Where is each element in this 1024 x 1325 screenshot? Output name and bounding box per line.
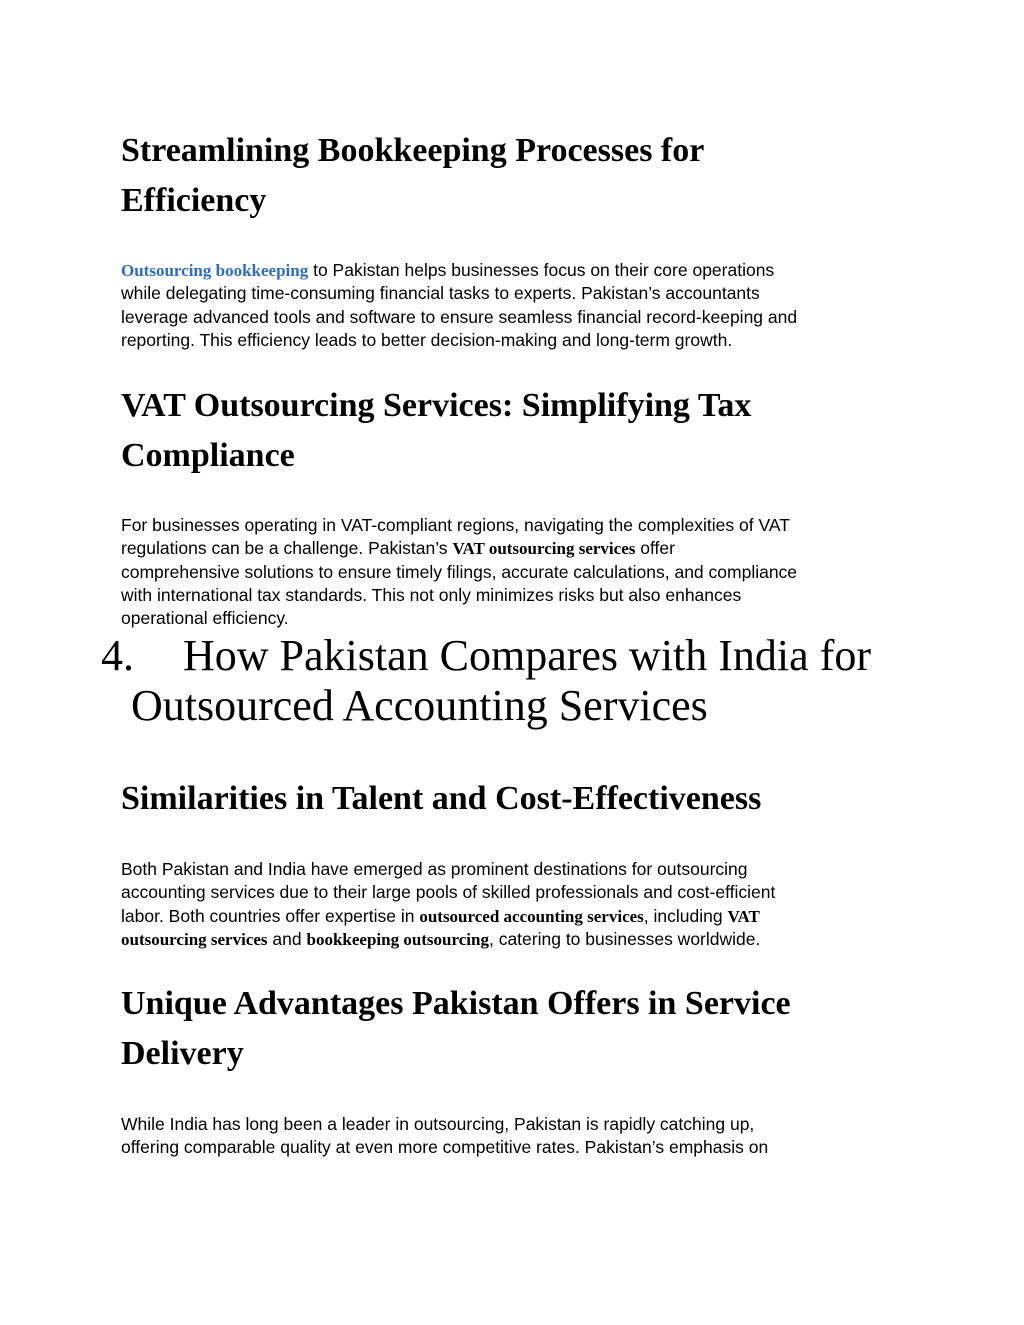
paragraph-line: leverage advanced tools and software to ensure seamless financial record-keeping and xyxy=(121,306,798,327)
paragraph-line: For businesses operating in VAT-compliant regions, navigating the complexities of VAT xyxy=(121,515,790,535)
bold-term: VAT xyxy=(727,906,760,926)
paragraph-line xyxy=(121,537,797,560)
heading-line: Delivery xyxy=(121,1035,244,1072)
paragraph-line xyxy=(121,905,775,928)
outsourcing-bookkeeping-link[interactable]: Outsourcing bookkeeping xyxy=(121,261,309,280)
bold-term: VAT outsourcing services xyxy=(452,539,636,559)
paragraph-line: with international tax standards. This not only minimizes risks but also enhances xyxy=(121,584,742,605)
heading-line: Efficiency xyxy=(121,182,267,219)
paragraph-text: offer xyxy=(635,538,675,559)
paragraph-text: to Pakistan helps businesses focus on their core operations xyxy=(308,260,775,280)
bold-term: outsourcing services xyxy=(121,929,268,949)
paragraph-text: , including xyxy=(643,905,728,926)
bold-term: outsourced accounting services xyxy=(419,906,644,926)
heading-line: Streamlining Bookkeeping Processes for xyxy=(121,132,705,169)
paragraph-line: reporting. This efficiency leads to better decision-making and long-term growth. xyxy=(121,329,733,350)
paragraph-text: and xyxy=(267,928,307,949)
heading-unique-advantages xyxy=(121,979,791,1079)
heading-line: Unique Advantages Pakistan Offers in Service xyxy=(121,985,791,1022)
paragraph-text: , catering to businesses worldwide. xyxy=(488,928,761,949)
paragraph-streamlining xyxy=(121,259,797,352)
paragraph-line xyxy=(121,928,775,951)
heading-line: Compliance xyxy=(121,437,295,474)
heading-similarities xyxy=(121,774,761,824)
paragraph-vat xyxy=(121,514,797,630)
paragraph-line: accounting services due to their large pools of skilled professionals and cost-efficient xyxy=(121,882,776,903)
paragraph-line: operational efficiency. xyxy=(121,608,289,629)
heading-streamlining-bookkeeping xyxy=(121,126,704,226)
paragraph-line: while delegating time-consuming financial tasks to experts. Pakistan’s accountants xyxy=(121,283,760,304)
heading-line: VAT Outsourcing Services: Simplifying Tax xyxy=(121,387,752,424)
paragraph-line: offering comparable quality at even more competitive rates. Pakistan’s emphasis on xyxy=(121,1137,769,1158)
paragraph-text: regulations can be a challenge. Pakistan’s xyxy=(121,538,453,559)
paragraph-line: While India has long been a leader in outsourcing, Pakistan is rapidly catching up, xyxy=(121,1114,755,1134)
paragraph-similarities xyxy=(121,858,775,951)
paragraph-line xyxy=(121,259,797,282)
bold-term: bookkeeping outsourcing xyxy=(306,929,489,949)
paragraph-text: labor. Both countries offer expertise in xyxy=(121,905,420,926)
paragraph-line: Both Pakistan and India have emerged as prominent destinations for outsourcing xyxy=(121,859,748,879)
paragraph-line: comprehensive solutions to ensure timely filings, accurate calculations, and compliance xyxy=(121,561,798,582)
heading-pakistan-vs-india-line1: How Pakistan Compares with India for xyxy=(183,631,871,680)
paragraph-unique-advantages xyxy=(121,1113,768,1160)
heading-line: Similarities in Talent and Cost-Effectiveness xyxy=(121,780,762,817)
heading-vat-outsourcing xyxy=(121,381,751,481)
heading-number: 4. xyxy=(101,631,134,680)
heading-pakistan-vs-india-line2: Outsourced Accounting Services xyxy=(131,681,708,730)
